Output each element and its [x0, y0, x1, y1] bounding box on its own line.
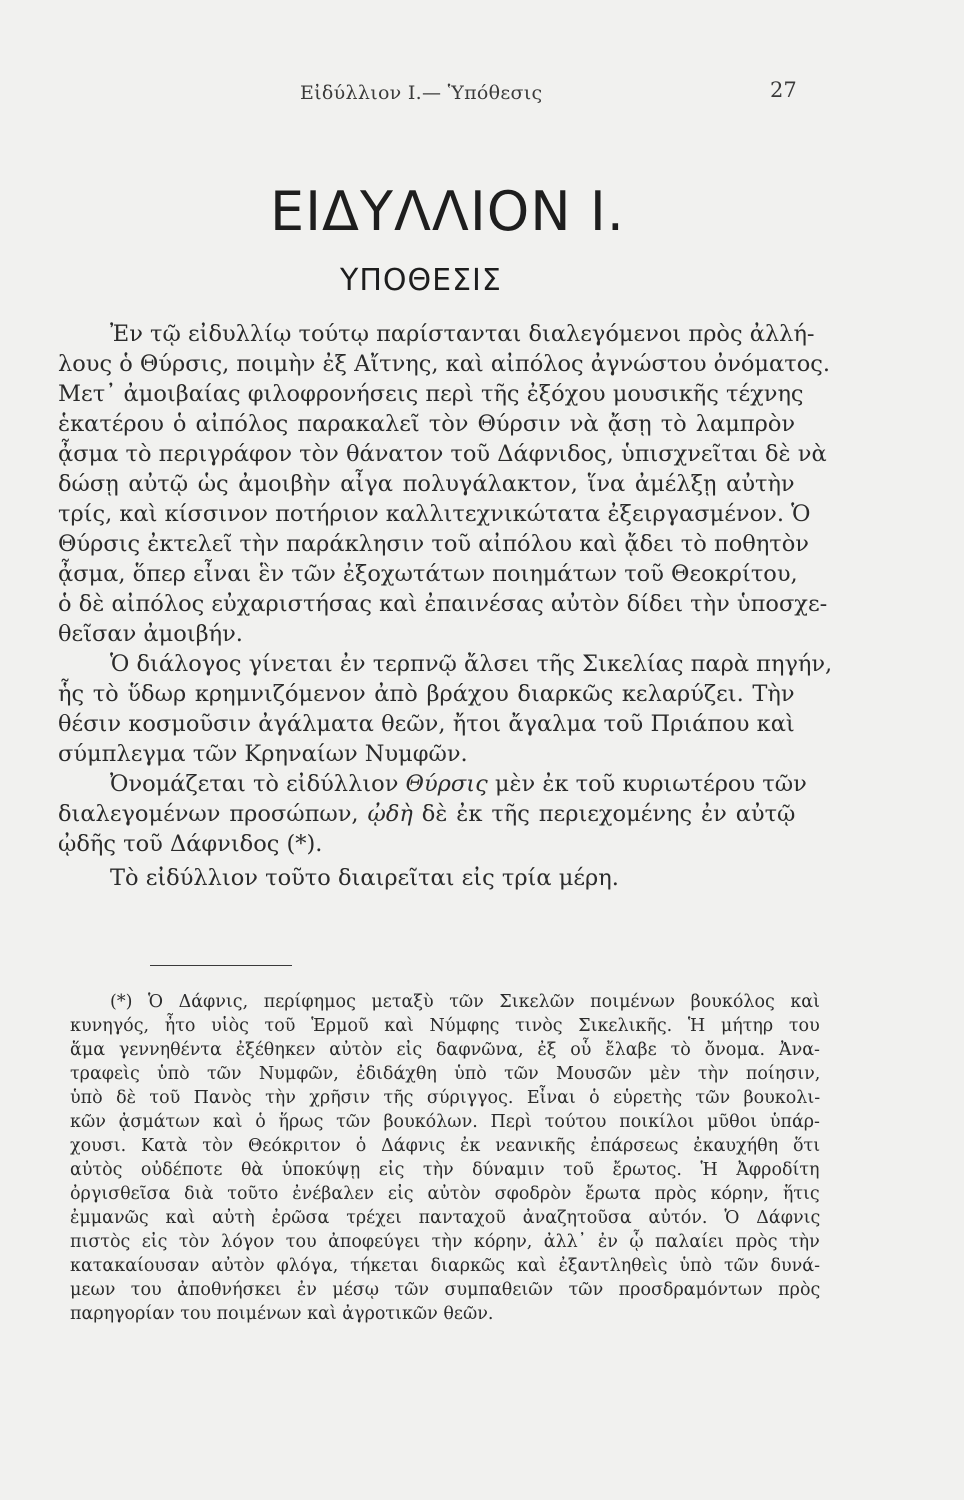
running-head: Εἰδύλλιον Ι.— Ὑπόθεσις	[300, 82, 543, 104]
footnote-line: ἐμμανῶς καὶ αὐτὴ ἐρῶσα τρέχει πανταχοῦ ἀναζητοῦσα αὐτόν. Ὁ Δάφνις	[70, 1208, 821, 1228]
body-line: διαλεγομένων προσώπων, ᾠδὴ δὲ ἐκ τῆς περιεχομένης ἐν αὐτῷ	[58, 801, 796, 827]
body-line: σύμπλεγμα τῶν Κρηναίων Νυμφῶν.	[58, 741, 468, 767]
body-line: λους ὁ Θύρσις, ποιμὴν ἐξ Αἴτνης, καὶ αἰπόλος ἀγνώστου ὀνόματος.	[58, 351, 830, 377]
footnote-line: τραφεὶς ὑπὸ τῶν Νυμφῶν, ἐδιδάχθη ὑπὸ τῶν Μουσῶν μὲν τὴν ποίησιν,	[70, 1064, 821, 1084]
section-subtitle: ΥΠΟΘΕΣΙΣ	[340, 263, 502, 298]
chapter-title: ΕΙΔΥΛΛΙΟΝ Ι.	[270, 180, 625, 243]
body-line: ᾆσμα τὸ περιγράφον τὸν θάνατον τοῦ Δάφνιδος, ὑπισχνεῖται δὲ νὰ	[58, 441, 827, 467]
body-line: ὁ δὲ αἰπόλος εὐχαριστήσας καὶ ἐπαινέσας αὐτὸν δίδει τὴν ὑποσχε-	[58, 591, 828, 617]
footnote-line: μεων του ἀποθνήσκει ἐν μέσῳ τῶν συμπαθειῶν τῶν προσδραμόντων πρὸς	[70, 1280, 821, 1300]
footnote-line: κυνηγός, ἦτο υἱὸς τοῦ Ἑρμοῦ καὶ Νύμφης τινὸς Σικελικῆς. Ἡ μήτηρ του	[70, 1016, 820, 1036]
body-line: Μετ᾽ ἀμοιβαίας φιλοφρονήσεις περὶ τῆς ἐξόχου μουσικῆς τέχνης	[58, 381, 804, 407]
body-line: τρίς, καὶ κίσσινον ποτήριον καλλιτεχνικώτατα ἐξειργασμένον. Ὁ	[58, 501, 811, 527]
body-line: ἑκατέρου ὁ αἰπόλος παρακαλεῖ τὸν Θύρσιν νὰ ᾄσῃ τὸ λαμπρὸν	[58, 411, 796, 437]
body-line: ᾠδῆς τοῦ Δάφνιδος (*).	[58, 831, 323, 857]
body-line: δώσῃ αὐτῷ ὡς ἀμοιβὴν αἶγα πολυγάλακτον, ἵνα ἀμέλξῃ αὐτὴν	[58, 471, 795, 497]
page-number: 27	[770, 78, 797, 102]
footnote-line: παρηγορίαν του ποιμένων καὶ ἀγροτικῶν θεῶν.	[70, 1304, 494, 1324]
footnote-line: αὐτὸς οὐδέποτε θὰ ὑποκύψῃ εἰς τὴν δύναμιν τοῦ ἔρωτος. Ἡ Ἀφροδίτη	[70, 1160, 820, 1180]
body-line: ᾆσμα, ὅπερ εἶναι ἓν τῶν ἐξοχωτάτων ποιημάτων τοῦ Θεοκρίτου,	[58, 561, 798, 587]
footnote-line: πιστὸς εἰς τὸν λόγον του ἀποφεύγει τὴν κόρην, ἀλλ᾽ ἐν ᾧ παλαίει πρὸς τὴν	[70, 1232, 820, 1252]
body-line: Θύρσις ἐκτελεῖ τὴν παράκλησιν τοῦ αἰπόλου καὶ ᾄδει τὸ ποθητὸν	[58, 531, 809, 557]
footnote-line: ὀργισθεῖσα διὰ τοῦτο ἐνέβαλεν εἰς αὐτὸν σφοδρὸν ἔρωτα πρὸς κόρην, ἥτις	[70, 1184, 820, 1204]
body-line: Ὁ διάλογος γίνεται ἐν τερπνῷ ἄλσει τῆς Σικελίας παρὰ πηγήν,	[110, 651, 833, 677]
body-line: θεῖσαν ἀμοιβήν.	[58, 621, 243, 647]
footnote-line: ὑπὸ δὲ τοῦ Πανὸς τὴν χρῆσιν τῆς σύριγγος. Εἶναι ὁ εὑρετὴς τῶν βουκολι-	[70, 1088, 821, 1108]
footnote-rule	[150, 965, 292, 966]
body-line: ἧς τὸ ὕδωρ κρημνιζόμενον ἀπὸ βράχου διαρκῶς κελαρύζει. Τὴν	[58, 681, 795, 707]
footnote-line: χουσι. Κατὰ τὸν Θεόκριτον ὁ Δάφνις ἐκ νεανικῆς ἐπάρσεως ἐκαυχήθη ὅτι	[70, 1136, 821, 1156]
body-line: Τὸ εἰδύλλιον τοῦτο διαιρεῖται εἰς τρία μέρη.	[110, 865, 619, 891]
footnote-line: κατακαίουσαν αὐτὸν φλόγα, τήκεται διαρκῶς καὶ ἐξαντληθεὶς ὑπὸ τῶν δυνά-	[70, 1256, 821, 1276]
footnote-line: ἅμα γεννηθέντα ἐξέθηκεν αὐτὸν εἰς δαφνῶνα, ἐξ οὗ ἔλαβε τὸ ὄνομα. Ἀνα-	[70, 1040, 820, 1060]
body-line: Ὀνομάζεται τὸ εἰδύλλιον Θύρσις μὲν ἐκ τοῦ κυριωτέρου τῶν	[110, 771, 807, 797]
body-line: θέσιν κοσμοῦσιν ἀγάλματα θεῶν, ἤτοι ἄγαλμα τοῦ Πριάπου καὶ	[58, 711, 795, 737]
body-line: Ἐν τῷ εἰδυλλίῳ τούτῳ παρίστανται διαλεγόμενοι πρὸς ἀλλή-	[110, 321, 815, 347]
footnote-line: (*) Ὁ Δάφνις, περίφημος μεταξὺ τῶν Σικελῶν ποιμένων βουκόλος καὶ	[110, 992, 820, 1012]
footnote-line: κῶν ᾀσμάτων καὶ ὁ ἥρως τῶν βουκόλων. Περὶ τούτου ποικίλοι μῦθοι ὑπάρ-	[70, 1112, 820, 1132]
